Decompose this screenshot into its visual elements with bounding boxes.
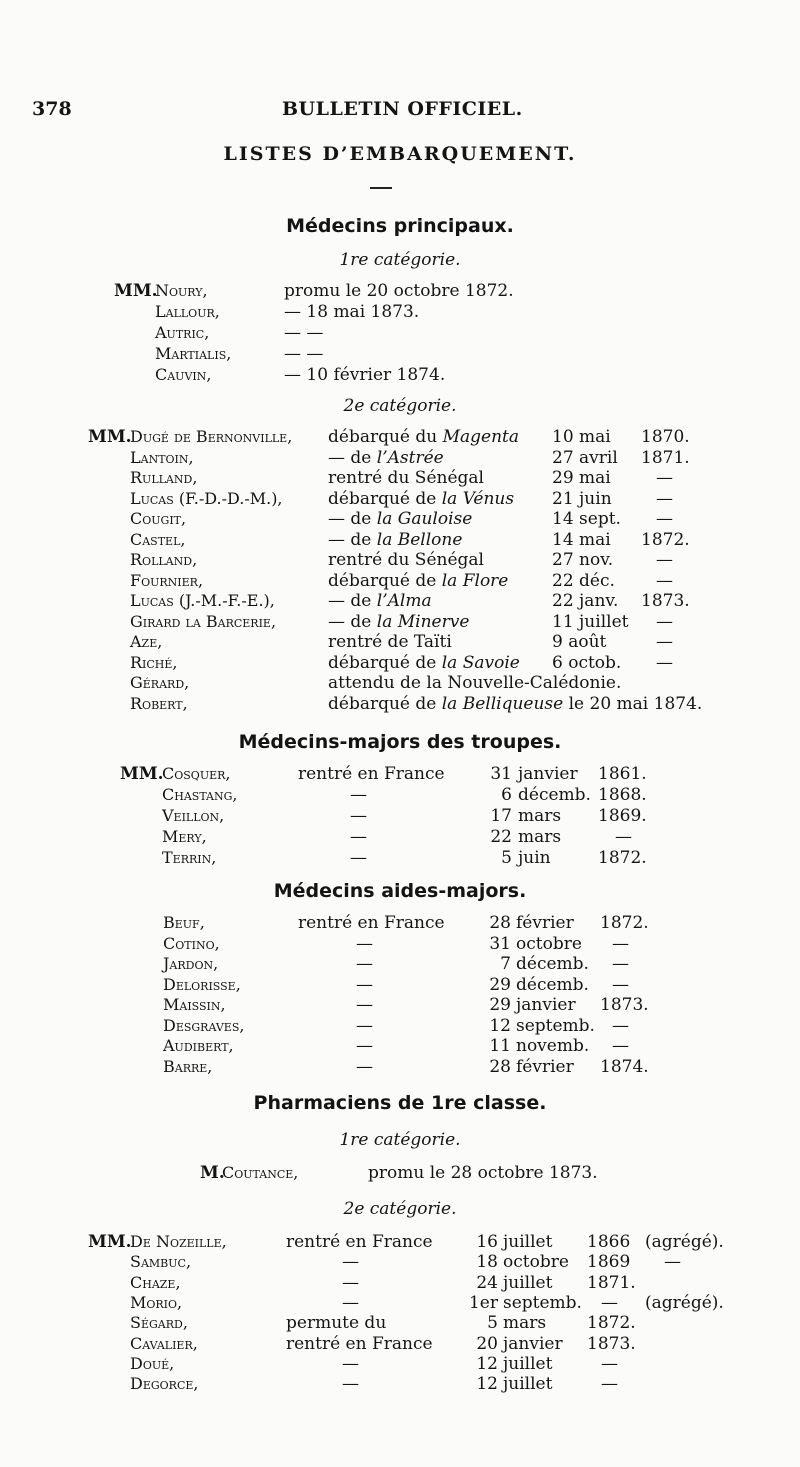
list-item [0,848,800,870]
list-item [0,281,800,303]
status-text: — [350,848,367,868]
list-item [0,785,800,807]
running-header: BULLETIN OFFICIEL. [282,98,523,120]
person-name: Cavalier, [130,1333,198,1353]
day-text: 31 [489,933,511,954]
year-text: — [656,468,673,488]
status-text: — [356,954,373,974]
day-text: 31 [490,764,512,784]
month-text: septemb. [516,1015,595,1036]
status-text: — [342,1272,359,1293]
date-text: 9 août [552,632,607,652]
status-text: — [350,827,367,847]
month-text: septemb. [503,1292,582,1313]
date-text: 14 mai [552,529,611,550]
year-text: — [612,974,629,995]
month-text: juillet [503,1232,553,1252]
honorific: M. [200,1163,225,1183]
list-item [0,1016,800,1038]
day-text: 28 [489,913,511,933]
section-heading-medecins-principaux: Médecins principaux. [286,215,514,237]
list-item [0,509,800,531]
month-text: mars [503,1313,547,1334]
status-text: débarqué de la Belliqueuse le 20 mai 1874. [328,693,703,714]
person-name: Beuf, [163,913,205,932]
year-text: 1869. [598,806,647,826]
status-text: — 18 mai 1873. [284,302,420,322]
page-number: 378 [32,98,72,120]
day-text: 7 [500,954,511,974]
list-item [0,1252,800,1274]
month-text: juillet [503,1374,553,1395]
list-item [0,1232,800,1254]
list-item [0,302,800,324]
year-text: — [656,550,673,570]
status-text: — [356,1056,373,1077]
year-text: 1873. [587,1333,636,1354]
status-text: rentré du Sénégal [328,550,484,570]
day-text: 18 [476,1252,498,1273]
year-text: 1870. [641,427,690,447]
date-text: 6 octob. [552,652,622,673]
person-name: Rulland, [130,468,198,487]
person-name: Dugé de Bernonville, [130,427,293,446]
honorific: MM. [114,281,158,301]
date-text: 22 déc. [552,570,615,591]
status-text: — de la Minerve [328,611,470,632]
person-name: Autric, [155,323,210,342]
category-label: 2e catégorie. [343,1199,457,1219]
day-text: 5 [501,848,512,868]
person-name: Aze, [130,632,163,651]
person-name: Cosquer, [162,764,231,783]
status-text: — de la Gauloise [328,509,473,529]
person-name: Gérard, [130,673,190,692]
status-text: rentré de Taïti [328,632,452,652]
person-name: Sambuc, [130,1252,192,1272]
list-item [0,427,800,449]
day-text: 16 [476,1232,498,1252]
person-name: Rolland, [130,550,198,569]
day-text: 12 [476,1374,498,1395]
person-name: Chastang, [162,785,238,804]
year-text: — [656,652,673,673]
ship-name: la Minerve [376,611,470,632]
year-text: — [612,933,629,954]
category-label: 2e catégorie. [343,396,457,416]
ship-name: la Savoie [441,652,520,673]
list-item [0,612,800,634]
list-item [0,323,800,345]
day-text: 1er [468,1292,498,1313]
month-text: janvier [518,764,578,784]
ship-name: l’Alma [376,591,432,611]
year-text: — [656,632,673,652]
list-item [0,694,800,716]
date-text: 22 janv. [552,591,619,611]
day-text: 29 [489,995,511,1015]
honorific: MM. [88,427,132,447]
list-item [0,954,800,976]
status-text: — [342,1374,359,1395]
year-text: — [656,611,673,632]
person-name: Veillon, [162,806,225,825]
list-item [0,1334,800,1356]
year-text: 1873. [641,591,690,611]
person-name: Chaze, [130,1272,181,1292]
year-text: — [656,509,673,529]
ship-name: la Gauloise [376,509,473,529]
person-name: Martialis, [155,344,232,363]
person-name: Lucas (F.-D.-D.-M.), [130,488,283,508]
year-text: — [601,1374,618,1395]
page-title: LISTES D’EMBARQUEMENT. [223,143,577,165]
note-text: (agrégé). [645,1292,724,1313]
day-text: 28 [489,1056,511,1077]
status-text: débarqué de la Savoie [328,652,520,673]
honorific: MM. [88,1232,132,1252]
day-text: 12 [489,1015,511,1036]
note-text: — [664,1252,681,1273]
list-item [0,489,800,511]
list-item [0,344,800,366]
list-item [0,468,800,490]
year-text: — [612,1015,629,1036]
status-text: — [356,933,373,954]
list-item [0,530,800,552]
year-text: — [656,570,673,591]
year-text: 1872. [598,848,647,868]
person-name: Terrin, [162,848,217,867]
year-text: — [601,1353,618,1374]
list-item [0,1374,800,1396]
person-name: Ségard, [130,1313,188,1333]
year-text: — [601,1292,618,1313]
list-item [0,806,800,828]
ship-name: la Belliqueuse [441,693,564,714]
person-name: Riché, [130,652,178,672]
list-item [0,764,800,786]
person-name: De Nozeille, [130,1232,227,1251]
year-text: 1874. [600,1056,649,1077]
list-item [0,1036,800,1058]
list-item [0,653,800,675]
month-text: octobre [503,1252,569,1273]
status-text: promu le 28 octobre 1873. [368,1163,598,1183]
status-text: — [356,995,373,1015]
month-text: janvier [516,995,576,1015]
year-text: 1872. [600,913,649,933]
month-text: juin [518,848,551,868]
date-text: 11 juillet [552,611,629,632]
list-item [0,975,800,997]
status-text: — de l’Astrée [328,447,444,468]
section-heading-medecins-majors: Médecins-majors des troupes. [238,731,562,753]
year-text: — [612,1036,629,1056]
title-rule [370,187,392,189]
month-text: octobre [516,933,582,954]
person-name: Coutance, [222,1163,299,1182]
day-text: 22 [490,827,512,847]
person-name: Mery, [162,827,207,846]
status-text: — de l’Alma [328,591,432,611]
status-text: — [350,785,367,805]
month-text: décemb. [516,954,589,974]
status-text: — de la Bellone [328,529,463,550]
status-text: débarqué de la Vénus [328,488,515,509]
list-item [0,571,800,593]
person-name: Girard la Barcerie, [130,611,277,631]
person-name: Audibert, [163,1036,234,1055]
list-item [0,1273,800,1295]
person-name: Fournier, [130,570,204,590]
status-text: rentré en France [298,913,445,933]
person-name: Desgraves, [163,1015,245,1035]
month-text: février [516,913,574,933]
list-item [0,827,800,849]
person-name: Noury, [155,281,208,300]
year-text: 1871. [641,447,690,468]
person-name: Maissin, [163,995,226,1014]
list-item [0,1057,800,1079]
list-item [0,995,800,1017]
list-item [0,448,800,470]
ship-name: la Flore [441,570,509,591]
year-text: — [615,827,632,847]
person-name: Morio, [130,1292,183,1312]
ship-name: la Vénus [441,488,515,509]
year-text: 1861. [598,764,647,784]
year-text: — [612,954,629,974]
status-text: — [342,1252,359,1273]
status-text: rentré en France [286,1232,433,1252]
category-label: 1re catégorie. [339,1130,461,1150]
status-text: rentré du Sénégal [328,468,484,488]
note-text: (agrégé). [645,1232,724,1252]
month-text: février [516,1056,574,1077]
person-name: Cougit, [130,509,187,528]
person-name: Cauvin, [155,365,212,384]
date-text: 29 mai [552,468,611,488]
person-name: Barre, [163,1056,213,1076]
status-text: — [356,1036,373,1056]
list-item [0,1293,800,1315]
day-text: 24 [476,1272,498,1293]
month-text: mars [518,827,562,847]
person-name: Delorisse, [163,974,241,994]
status-text: débarqué de la Flore [328,570,509,591]
person-name: Lucas (J.-M.-F.-E.), [130,591,275,610]
section-heading-medecins-aides: Médecins aides-majors. [273,880,527,902]
list-item [0,365,800,387]
person-name: Castel, [130,529,186,549]
category-label: 1re catégorie. [339,250,461,270]
month-text: juillet [503,1353,553,1374]
status-text: — — [284,344,324,364]
section-heading-pharmaciens: Pharmaciens de 1re classe. [253,1092,547,1114]
date-text: 14 sept. [552,509,621,529]
person-name: Doué, [130,1353,175,1373]
list-item [0,591,800,613]
person-name: Lallour, [155,302,220,321]
status-text: promu le 20 octobre 1872. [284,281,514,301]
status-text: permute du [286,1313,387,1334]
month-text: mars [518,806,562,826]
year-text: 1866 [587,1232,631,1252]
person-name: Cotino, [163,933,220,953]
year-text: 1871. [587,1272,636,1293]
year-text: 1873. [600,995,649,1015]
status-text: — [350,806,367,826]
day-text: 5 [487,1313,498,1334]
status-text: rentré en France [286,1333,433,1354]
day-text: 12 [476,1353,498,1374]
person-name: Robert, [130,693,188,713]
status-text: — 10 février 1874. [284,365,446,385]
date-text: 10 mai [552,427,611,447]
date-text: 21 juin [552,488,612,509]
month-text: janvier [503,1333,563,1354]
year-text: 1872. [641,529,690,550]
month-text: novemb. [516,1036,590,1056]
year-text: — [656,488,673,509]
status-text: — [356,974,373,995]
status-text: attendu de la Nouvelle-Calédonie. [328,673,622,693]
day-text: 17 [490,806,512,826]
date-text: 27 nov. [552,550,614,570]
year-text: 1872. [587,1313,636,1334]
day-text: 11 [489,1036,511,1056]
list-item [0,913,800,935]
ship-name: la Bellone [376,529,463,550]
status-text: débarqué du Magenta [328,427,520,447]
list-item [0,934,800,956]
status-text: — — [284,323,324,343]
ship-name: Magenta [442,427,520,447]
person-name: Lantoin, [130,447,194,467]
month-text: décemb. [518,785,591,805]
list-item [0,632,800,654]
day-text: 6 [501,785,512,805]
person-name: Degorce, [130,1374,199,1394]
list-item [0,550,800,572]
list-item [0,1354,800,1376]
status-text: rentré en France [298,764,445,784]
list-item [0,1163,800,1185]
date-text: 27 avril [552,447,618,468]
status-text: — [356,1015,373,1036]
day-text: 20 [476,1333,498,1354]
day-text: 29 [489,974,511,995]
person-name: Jardon, [163,954,219,973]
status-text: — [342,1292,359,1313]
status-text: — [342,1353,359,1374]
list-item [0,673,800,695]
year-text: 1869 [587,1252,631,1273]
ship-name: l’Astrée [376,447,444,468]
honorific: MM. [120,764,164,784]
month-text: décemb. [516,974,589,995]
month-text: juillet [503,1272,553,1293]
list-item [0,1313,800,1335]
year-text: 1868. [598,785,647,805]
